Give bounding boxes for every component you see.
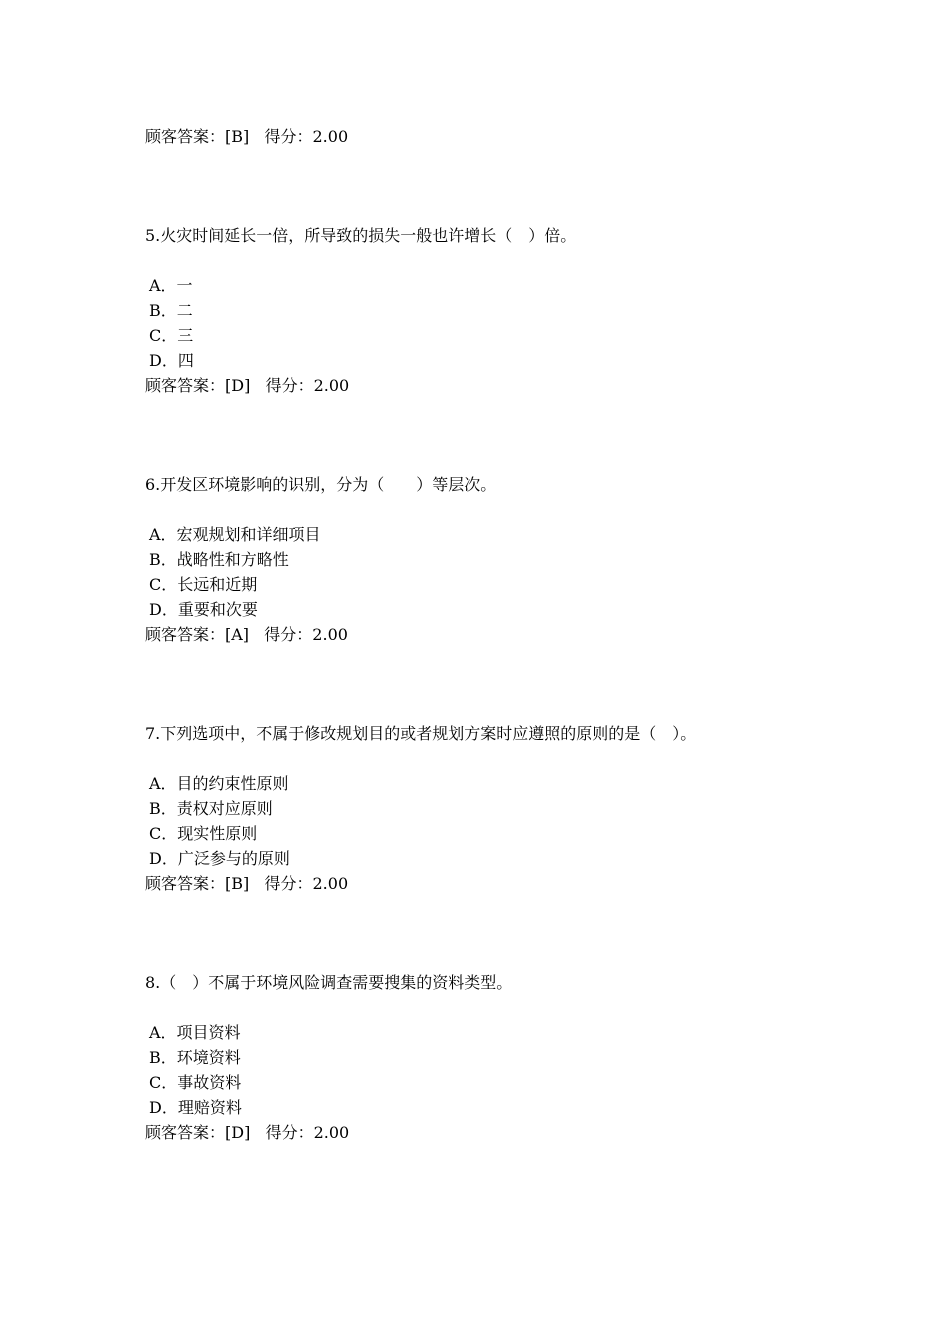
option-a: A．宏观规划和详细项目: [149, 525, 321, 544]
option-d: D．理赔资料: [149, 1098, 242, 1117]
option-a: A．目的约束性原则: [149, 774, 289, 793]
option-d: D．重要和次要: [149, 600, 258, 619]
answer-line: 顾客答案：[A] 得分：2.00: [145, 625, 348, 644]
option-b: B．二: [149, 301, 193, 320]
option-b: B．环境资料: [149, 1048, 241, 1067]
option-d: D．四: [149, 351, 194, 370]
question-stem: 7.下列选项中，不属于修改规划目的或者规划方案时应遵照的原则的是（ ）。: [145, 724, 697, 743]
answer-line: 顾客答案：[D] 得分：2.00: [145, 376, 350, 395]
question-stem: 8.（ ）不属于环境风险调查需要搜集的资料类型。: [145, 973, 513, 992]
option-b: B．责权对应原则: [149, 799, 273, 818]
option-c: C．长远和近期: [149, 575, 258, 594]
answer-line: 顾客答案：[D] 得分：2.00: [145, 1123, 350, 1142]
option-b: B．战略性和方略性: [149, 550, 289, 569]
question-stem: 6.开发区环境影响的识别，分为（ ）等层次。: [145, 475, 497, 494]
option-c: C．三: [149, 326, 194, 345]
option-c: C．事故资料: [149, 1073, 242, 1092]
answer-line: 顾客答案：[B] 得分：2.00: [145, 127, 349, 146]
option-a: A．一: [149, 276, 193, 295]
option-d: D．广泛参与的原则: [149, 849, 290, 868]
question-stem: 5.火灾时间延长一倍，所导致的损失一般也许增长（ ）倍。: [145, 226, 577, 245]
option-a: A．项目资料: [149, 1023, 241, 1042]
option-c: C．现实性原则: [149, 824, 258, 843]
answer-line: 顾客答案：[B] 得分：2.00: [145, 874, 349, 893]
